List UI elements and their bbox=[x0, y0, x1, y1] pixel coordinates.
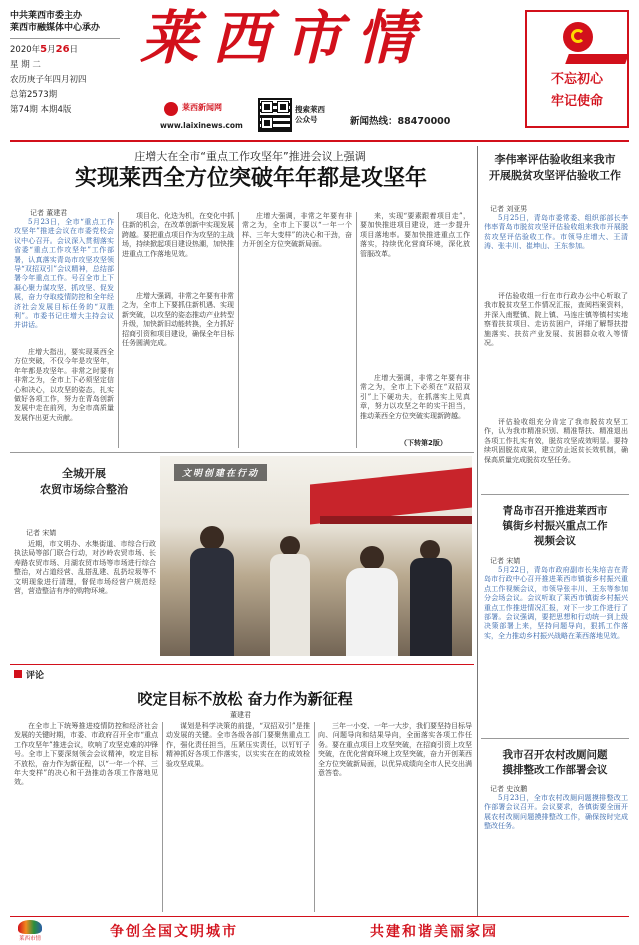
footer-logo-label: 莱西市情 bbox=[18, 936, 41, 942]
right-top-byline: 记者 刘亚男 bbox=[490, 205, 528, 213]
news-site-name: 莱西新闻网 bbox=[182, 103, 222, 112]
commentary-col2: 谋划是科学决策的前提，“双招双引”是推动发展的关键。全市各级各部门要聚焦重点工作，强化责任担当，压紧压实责任，以钉钉子精神抓好各项工作落实，以实实在在的成效检验攻坚成果。 bbox=[166, 722, 310, 768]
right-top-headline: 李伟率评估验收组来我市 开展脱贫攻坚评估验收工作 bbox=[489, 153, 621, 182]
lead-col5: 庄增大强调，非常之年要有非常之为，全市上下要以“一年一个样、三年大变样”的决心和干劲，奋力开创全方位突破新局面。 bbox=[242, 212, 352, 249]
market-headline: 全城开展 农贸市场综合整治 bbox=[40, 467, 128, 496]
slogan-line2: 牢记使命 bbox=[550, 94, 603, 109]
lead-col2: 庄增大指出，要实现莱西全方位突破，不仅今年是攻坚年，年年都是攻坚年。非常之时要有非常之为，全市上下必须坚定信心和决心，以攻坚的姿态，扎实做好各项工作，努力在青岛创新发展中走在前列，为全市高质量发展作出更大贡献。 bbox=[14, 348, 114, 422]
commentary-tag: 评论 bbox=[26, 671, 45, 681]
market-body: 近期，市文明办、水集街道、市综合行政执法局等部门联合行动，对沙岭农贸市场、长寿路农贸市场、月湖农贸市场等市场进行综合整治，对占道经营、乱搭乱建、乱扔垃圾等不文明现象进行清理，督促市场经营户规范经营，营造整洁有序的购物环境。 bbox=[14, 540, 156, 596]
masthead-title: 莱西市情 bbox=[140, 4, 429, 72]
masthead-issue: 第74期 本期4版 bbox=[10, 105, 72, 115]
right-top-body3: 评估验收组充分肯定了我市脱贫攻坚工作，认为我市精准识别、精准帮扶、精准退出各项工作扎实有效，脱贫攻坚成效明显。要持续巩固脱贫成果，建立防止返贫长效机制，确保高质量完成脱贫攻坚任务。 bbox=[484, 418, 628, 464]
lead-col6: 来，实现“要素跟着项目走”，要加快推进项目建设，进一步提升项目落地率。要加快推进重点工作落实，持续优化营商环境，深化放管服改革。 bbox=[360, 212, 470, 258]
commentary-col1: 在全市上下统筹推进疫情防控和经济社会发展的关键时期，市委、市政府召开全市“重点工作攻坚年”推进会议，吹响了攻坚克难的冲锋号。全市上下要深刻领会会议精神，咬定目标不放松，奋力作为新征程，以“一年一个样、三年大变样”的决心和干劲推动各项工作落地见效。 bbox=[14, 722, 158, 787]
masthead-org1: 中共莱西市委主办 bbox=[10, 11, 83, 21]
masthead-lunar: 农历庚子年四月初四 bbox=[10, 75, 87, 85]
market-byline: 记者 宋婧 bbox=[26, 529, 57, 537]
news-site-logo-icon bbox=[164, 102, 178, 116]
commentary-tag-icon bbox=[14, 670, 22, 678]
lead-kicker: 庄增大在全市“重点工作攻坚年”推进会议上强调 bbox=[134, 150, 366, 163]
lead-col1: 5月23日，全市“重点工作攻坚年”推进会议在市委党校会议中心召开。会议深入贯彻落实省委“重点工作攻坚年”工作部署，认真落实青岛市攻坚攻坚领导“双招双引”会议精神，总结部署今年重点工作。号召全市上下凝心聚力谋攻坚、抓攻坚、促发展，奋力夺取疫情防控和全年经济社会发展目标任务的“双胜利”。市委书记庄增大主持会议并讲话。 bbox=[14, 218, 114, 330]
commentary-col3: 三年一小变、一年一大步，我们要坚持目标导向、问题导向和结果导向，全面落实各项工作任务。要在重点项目上攻坚突破，在招商引资上攻坚突破，在优化营商环境上攻坚突破，奋力开创莱西全方位突破新局面，以优异成绩向全市人民交出满意答卷。 bbox=[318, 722, 472, 778]
party-emblem-icon bbox=[563, 22, 593, 52]
rural-body: 5月23日，全市农村改厕问题摸排整改工作部署会议召开。会议要求，各镇街要全面开展农村改厕问题摸排整改工作，确保按时完成整改任务。 bbox=[484, 794, 628, 831]
masthead-weekday: 星 期 二 bbox=[10, 60, 41, 70]
masthead-date: 2020年5月26日 bbox=[10, 44, 79, 55]
masthead-org2: 莱西市融媒体中心承办 bbox=[10, 23, 101, 33]
masthead-info bbox=[10, 10, 140, 118]
rural-headline: 我市召开农村改厕问题 摸排整改工作部署会议 bbox=[502, 749, 608, 776]
hotline: 新闻热线：88470000 bbox=[350, 116, 451, 127]
footer-slogan-left: 争创全国文明城市 bbox=[110, 924, 238, 940]
right-top-body2: 评估验收组一行在市行政办公中心听取了我市脱贫攻坚工作情况汇报，查阅档案资料，并深入南墅镇、院上镇、马连庄镇等镇村实地察看扶贫项目、走访贫困户，详细了解帮扶措施落实、扶贫产业发展、贫困群众收入等情况。 bbox=[484, 292, 628, 348]
lead-continue[interactable]: （下转第2版） bbox=[400, 439, 447, 447]
qingdao-headline: 青岛市召开推进莱西市 镇街乡村振兴重点工作 视频会议 bbox=[502, 505, 608, 547]
rural-byline: 记者 史汝鹏 bbox=[490, 785, 528, 793]
lead-col3: 项目化、化迭为机，在变化中抓住新的机会，在改革创新中实现发展跨越。要把重点项目作为攻坚的主战场，持续掀起项目建设热潮，加快推进重点工作落地见效。 bbox=[122, 212, 234, 258]
right-top-body1: 5月25日，青岛市委常委、组织部部长李伟率青岛市脱贫攻坚评估验收组来我市开展脱贫攻坚评估验收工作。市领导庄增大、王清涛、张丰川、崔坤山、王东参加。 bbox=[484, 214, 628, 251]
photo-banner: 文明创建在行动 bbox=[174, 464, 267, 481]
lead-col7: 庄增大强调，非常之年要有非常之为，全市上下必须在“双招双引”上下硬功夫，在抓落实上见真章，努力以攻坚之年的实干担当，推动莱西全方位突破实现新跨越。 bbox=[360, 374, 470, 420]
commentary-byline: 董建君 bbox=[230, 711, 251, 719]
news-photo bbox=[160, 456, 472, 656]
qingdao-byline: 记者 宋婧 bbox=[490, 557, 521, 565]
qr-code-icon[interactable] bbox=[258, 98, 292, 132]
footer-slogan-right: 共建和谐美丽家园 bbox=[370, 924, 498, 940]
city-emblem-icon bbox=[18, 920, 42, 934]
footer-logo bbox=[14, 920, 46, 942]
commentary-headline: 咬定目标不放松 奋力作为新征程 bbox=[137, 690, 353, 708]
lead-headline: 实现莱西全方位突破年年都是攻坚年 bbox=[74, 166, 427, 191]
slogan-badge bbox=[525, 10, 629, 128]
lead-col4: 庄增大强调，非常之年要有非常之为，全市上下要抓住新机遇、实现新突破，以攻坚的姿态推动产业转型升级，加快新旧动能转换，全力抓好招商引资和项目建设，确保全年目标任务圆满完成。 bbox=[122, 292, 234, 348]
lead-byline: 记者 董建君 bbox=[30, 209, 68, 217]
qr-label: 搜索莱西 公众号 bbox=[295, 105, 325, 124]
masthead-total-issue: 总第2573期 bbox=[10, 90, 58, 100]
news-site-url[interactable]: www.laixinews.com bbox=[160, 121, 243, 130]
slogan-line1: 不忘初心 bbox=[550, 72, 603, 87]
qingdao-body: 5月22日，青岛市政府副市长朱培吉在青岛市行政中心召开推进莱西市镇街乡村振兴重点工作视频会议，市领导张丰川、王东等参加分会场会议。会议听取了莱西市镇街乡村振兴重点工作推进情况汇报，对下一步工作进行了部署。会议强调，要把思想和行动统一到上级决策部署上来，坚持问题导向，狠抓工作落实，全力推动乡村振兴战略在莱西落地见效。 bbox=[484, 566, 628, 640]
